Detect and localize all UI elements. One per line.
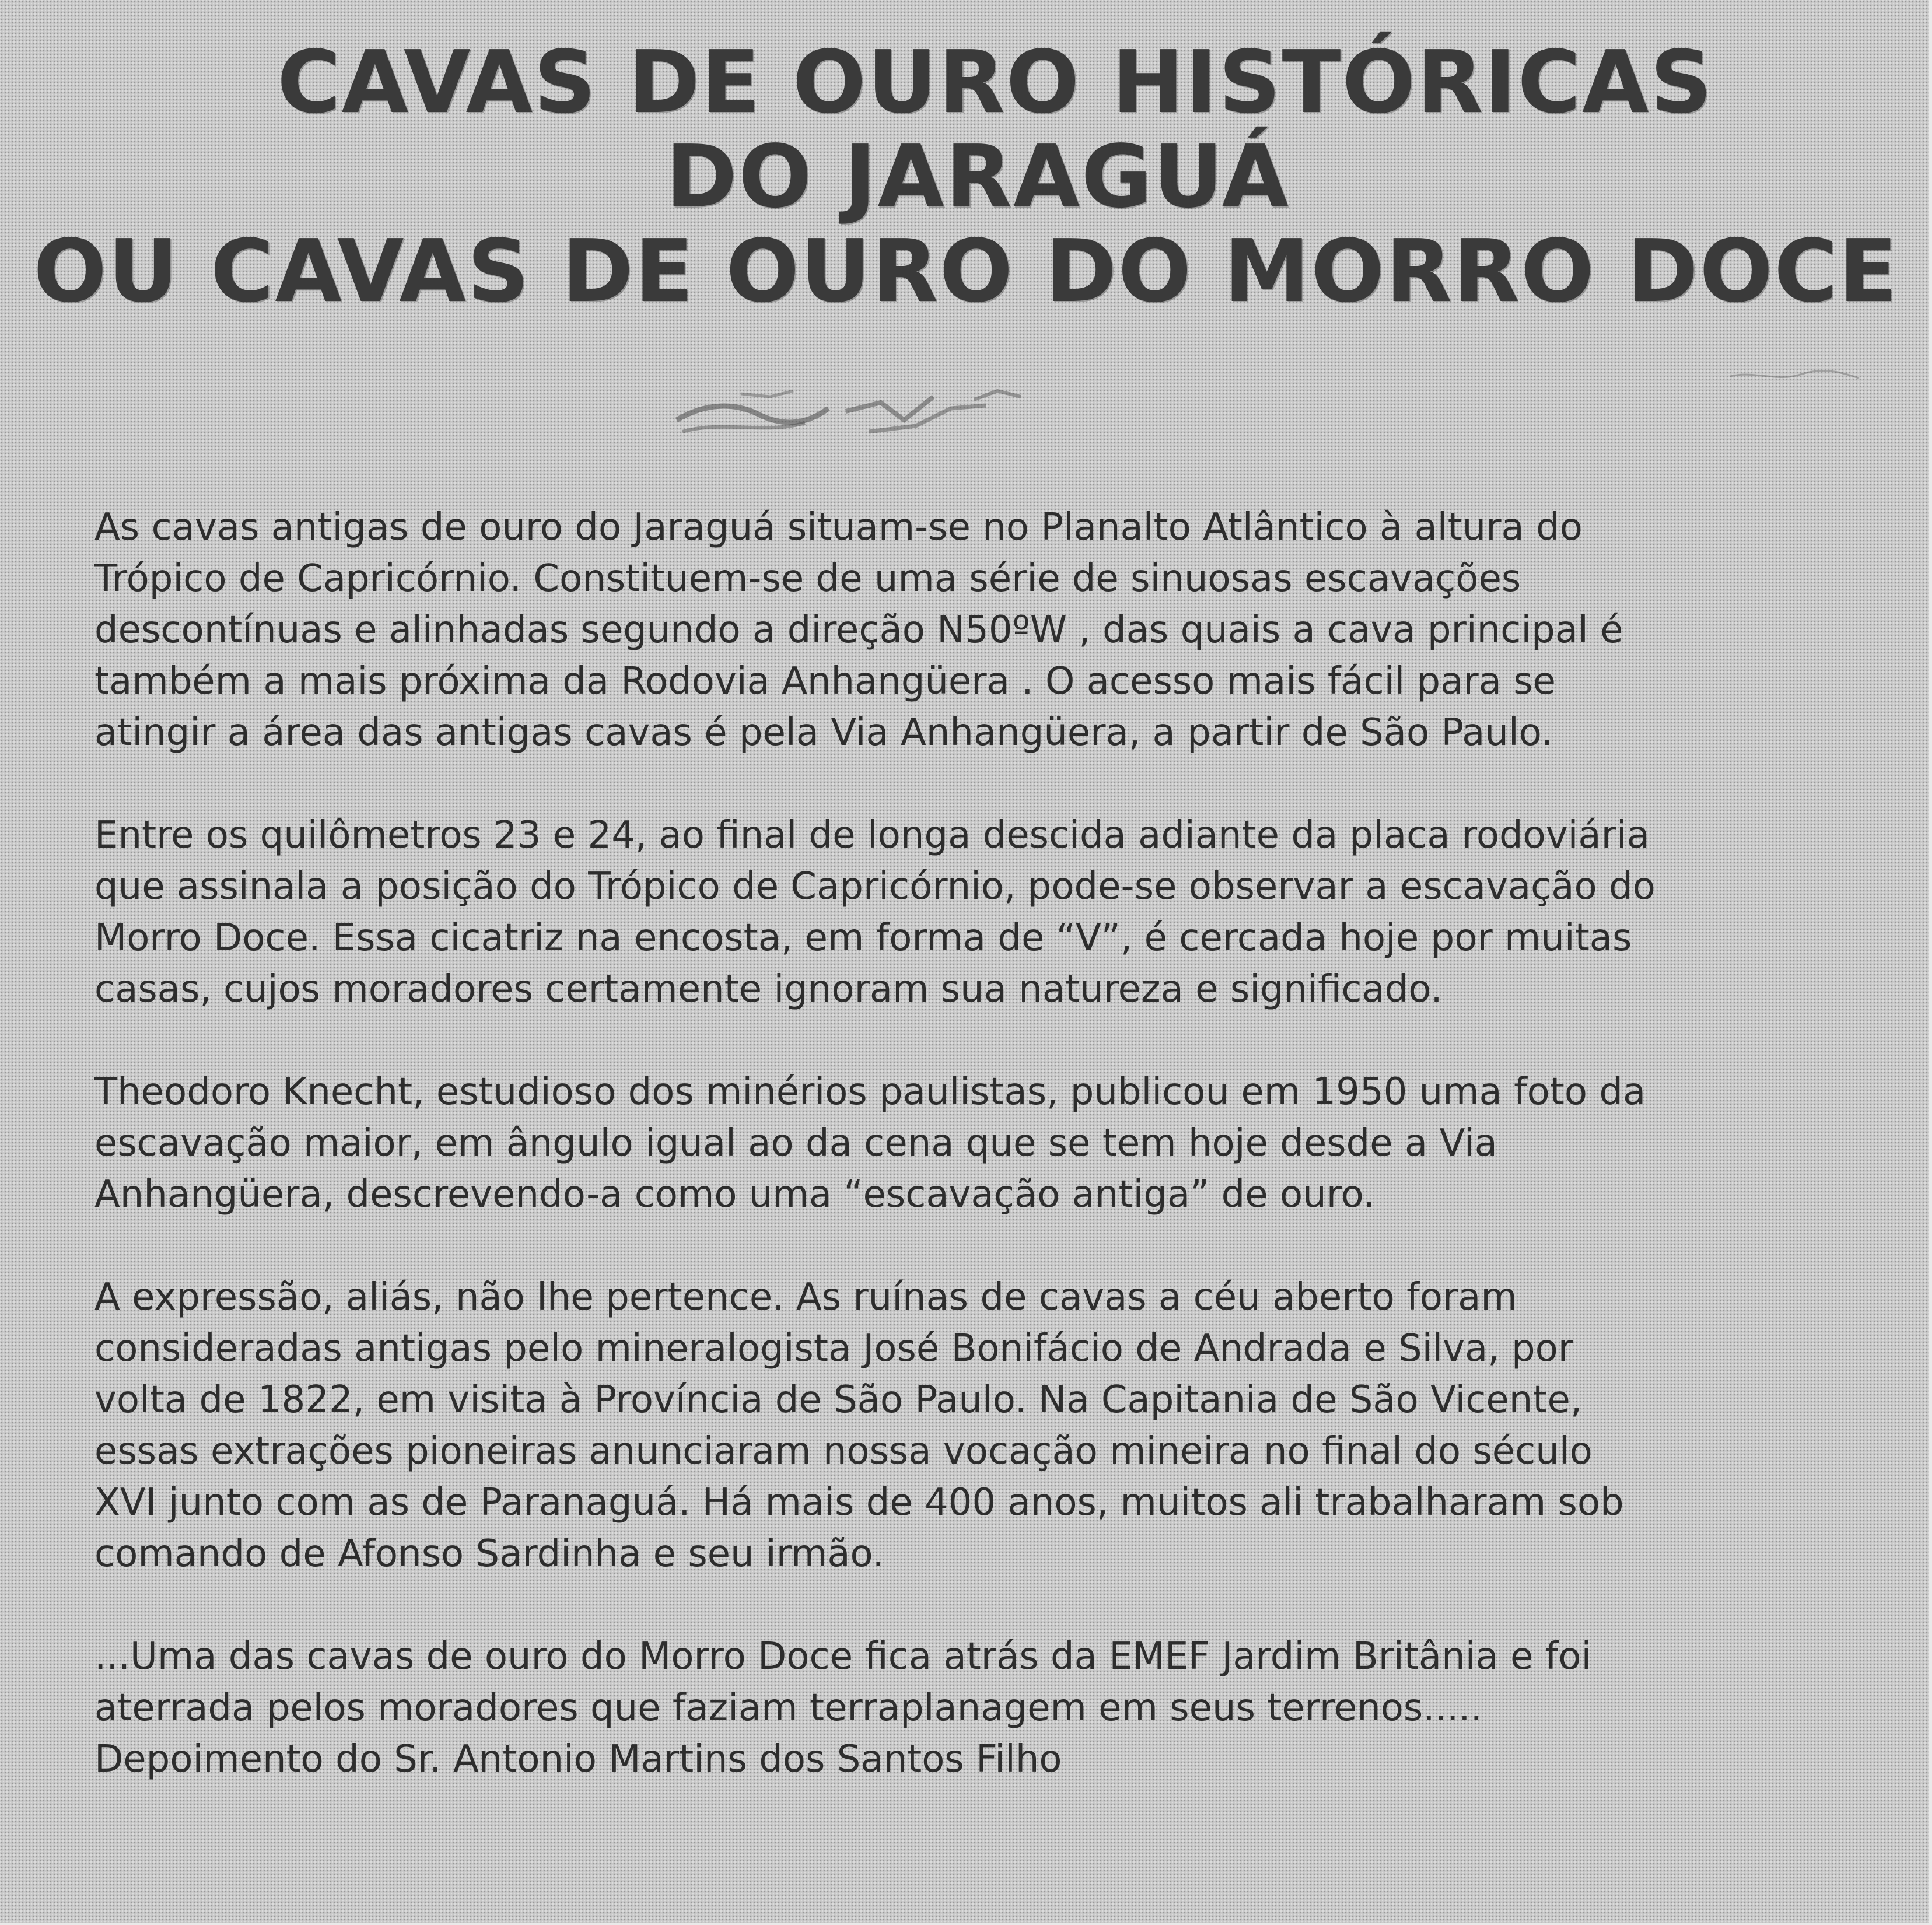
title-line-2: DO JARAGUÁ xyxy=(666,127,1290,227)
text-line: volta de 1822, em visita à Província de São Paulo. Na Capitania de São Vicente, xyxy=(94,1378,1583,1422)
paragraph-knecht xyxy=(94,1066,1874,1220)
text-line: essas extrações pioneiras anunciaram nossa vocação mineira no final do século xyxy=(94,1430,1592,1473)
decorative-flourish-icon xyxy=(671,379,1032,443)
surface-scratch xyxy=(1730,368,1859,385)
text-line: escavação maior, em ângulo igual ao da cena que se tem hoje desde a Via xyxy=(94,1122,1497,1165)
text-line: Theodoro Knecht, estudioso dos minérios paulistas, publicou em 1950 uma foto da xyxy=(94,1070,1646,1114)
text-line: também a mais próxima da Rodovia Anhangüera . O acesso mais fácil para se xyxy=(94,660,1556,703)
text-line: Morro Doce. Essa cicatriz na encosta, em forma de “V”, é cercada hoje por muitas xyxy=(94,916,1632,960)
text-line: consideradas antigas pelo mineralogista José Bonifácio de Andrada e Silva, por xyxy=(94,1327,1574,1370)
plaque-body xyxy=(94,502,1874,1785)
paragraph-history xyxy=(94,1272,1874,1580)
text-line: XVI junto com as de Paranaguá. Há mais de 400 anos, muitos ali trabalharam sob xyxy=(94,1481,1624,1524)
text-line: comando de Afonso Sardinha e seu irmão. xyxy=(94,1532,884,1576)
text-line: casas, cujos moradores certamente ignoram sua natureza e significado. xyxy=(94,968,1443,1011)
quote-line: aterrada pelos moradores que faziam terraplanagem em seus terrenos..... xyxy=(94,1686,1482,1730)
text-line: As cavas antigas de ouro do Jaraguá situam-se no Planalto Atlântico à altura do xyxy=(94,506,1583,549)
testimony-quote xyxy=(94,1631,1874,1785)
text-line: atingir a área das antigas cavas é pela Via Anhangüera, a partir de São Paulo. xyxy=(94,711,1553,754)
text-line: Anhangüera, descrevendo-a como uma “escavação antiga” de ouro. xyxy=(94,1173,1375,1216)
paragraph-morro-doce xyxy=(94,810,1874,1015)
text-line: que assinala a posição do Trópico de Capricórnio, pode-se observar a escavação do xyxy=(94,865,1656,908)
quote-attribution: Depoimento do Sr. Antonio Martins dos Santos Filho xyxy=(94,1738,1062,1781)
plaque-title xyxy=(0,32,1932,321)
quote-line: ...Uma das cavas de ouro do Morro Doce fica atrás da EMEF Jardim Britânia e foi xyxy=(94,1635,1592,1678)
text-line: descontínuas e alinhadas segundo a direção N50ºW , das quais a cava principal é xyxy=(94,608,1623,652)
text-line: Trópico de Capricórnio. Constituem-se de uma série de sinuosas escavações xyxy=(94,557,1521,600)
title-line-1: CAVAS DE OURO HISTÓRICAS xyxy=(276,32,1714,132)
title-line-3: OU CAVAS DE OURO DO MORRO DOCE xyxy=(33,221,1899,321)
text-line: Entre os quilômetros 23 e 24, ao final de longa descida adiante da placa rodoviária xyxy=(94,814,1650,857)
text-line: A expressão, aliás, não lhe pertence. As ruínas de cavas a céu aberto foram xyxy=(94,1276,1517,1319)
paragraph-location xyxy=(94,502,1874,758)
